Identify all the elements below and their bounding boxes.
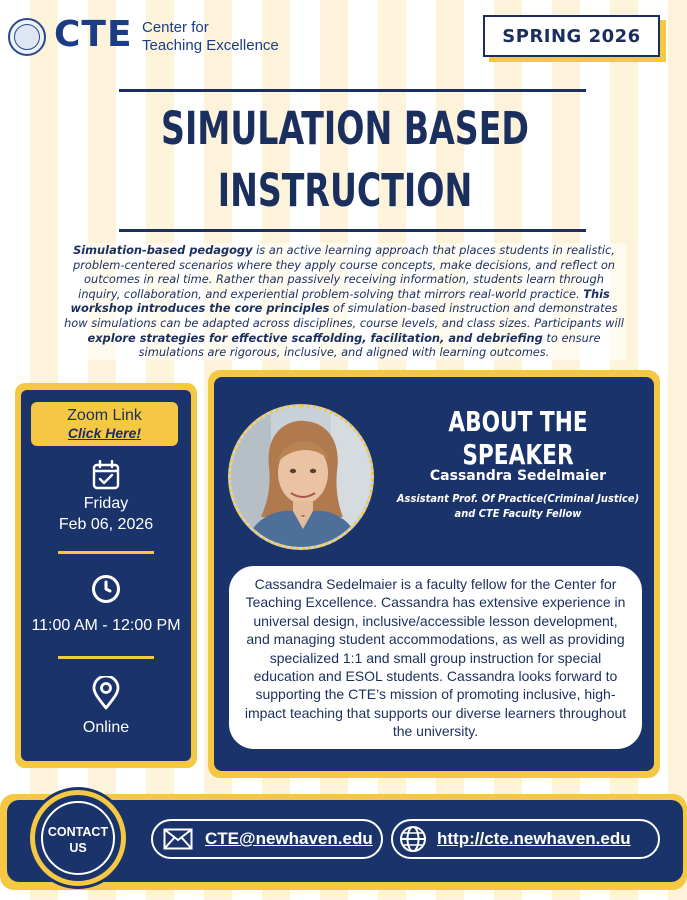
logo-subtitle-line1: Center for [142, 19, 209, 36]
contact-line2: US [69, 841, 87, 855]
title-bottom-rule [119, 229, 586, 232]
logo-subtitle [142, 19, 279, 55]
contact-line1: CONTACT [47, 825, 109, 839]
clock-icon [91, 574, 121, 604]
desc-text-6: to ensure simulations are rigorous, inclusive, and aligned with learning outcomes. [138, 330, 601, 360]
title-top-rule [119, 89, 586, 92]
logo-cte: CTE [54, 14, 133, 55]
mail-icon [163, 828, 193, 850]
location-pin-icon [92, 676, 120, 710]
speaker-role-line1: Assistant Prof. Of Practice(Criminal Justice) [396, 492, 640, 505]
event-location: Online [82, 719, 130, 736]
page-title [144, 98, 546, 222]
workshop-description [62, 243, 626, 360]
event-time: 11:00 AM - 12:00 PM [31, 617, 181, 634]
speaker-photo [228, 404, 374, 550]
header [0, 0, 687, 70]
zoom-label: Zoom Link [67, 407, 142, 424]
event-day: Friday [83, 495, 129, 512]
event-date: Feb 06, 2026 [58, 516, 154, 533]
contact-us-label [30, 824, 126, 856]
desc-bold-1: Simulation-based pedagogy [73, 243, 253, 257]
about-speaker-heading: ABOUT THE SPEAKER [448, 405, 588, 471]
logo-subtitle-line2: Teaching Excellence [142, 37, 279, 54]
desc-bold-5: explore strategies for effective scaffolding, facilitation, and debriefing [87, 330, 543, 345]
desc-text-4: of simulation-based instruction and demonstrates how simulations can be adapted across disciplines, course levels, and class sizes. Participants will [64, 301, 624, 330]
website-link[interactable]: http://cte.newhaven.edu [437, 829, 631, 848]
title-line1: SIMULATION BASED [161, 102, 529, 155]
speaker-name: Cassandra Sedelmaier [429, 468, 607, 484]
zoom-link-button[interactable] [31, 402, 178, 446]
speaker-role [392, 492, 644, 521]
speaker-portrait [231, 407, 371, 547]
season-badge: SPRING 2026 [483, 15, 660, 57]
email-link[interactable]: CTE@newhaven.edu [205, 829, 373, 848]
divider-1 [58, 551, 154, 554]
globe-icon [399, 825, 427, 853]
email-link-pill[interactable] [151, 819, 383, 859]
university-seal-icon [8, 18, 46, 56]
title-line2: INSTRUCTION [217, 164, 473, 217]
website-link-pill[interactable] [391, 819, 660, 859]
desc-bold-3: This workshop introduces the core principles [70, 286, 610, 316]
zoom-click-link[interactable]: Click Here! [67, 425, 142, 441]
desc-text-2: is an active learning approach that places students in realistic, problem-centered scenarios where they apply course concepts, make decisions, and reflect on outcomes in real time. Rather than passively receiving information, students learn through inquiry, collaboration, and experiential problem-solving that mirrors real-world practice. [72, 243, 616, 301]
speaker-bio: Cassandra Sedelmaier is a faculty fellow for the Center for Teaching Excellence. Cassandra has extensive experience in universal design, inclusive/accessible lesson development, and managing student accommodations, as well as providing specialized 1:1 and small group instruction for special education and ESOL students. Cassandra looks forward to supporting the CTE’s mission of promoting inclusive, high-impact teaching that supports our diverse learners throughout the university. [228, 565, 643, 750]
speaker-role-line2: and CTE Faculty Fellow [454, 506, 582, 520]
calendar-check-icon [92, 460, 120, 490]
divider-2 [58, 656, 154, 659]
